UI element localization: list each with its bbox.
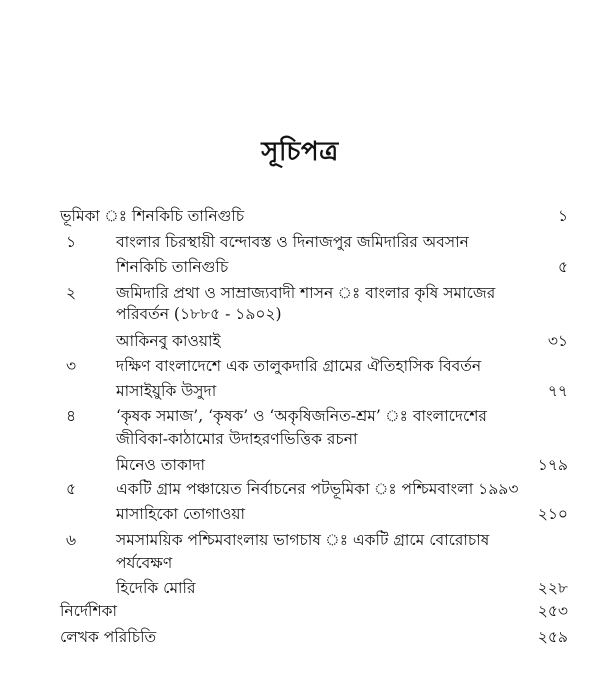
chapter-number: ৬ [66, 531, 77, 549]
about-authors-label: লেখক পরিচিতি [60, 628, 157, 646]
chapter-title-line-2: পর্যবেক্ষণ [116, 554, 173, 572]
chapter-author: মাসাহিকো তোগাওয়া [116, 505, 246, 523]
intro-page-number: ১ [557, 207, 568, 225]
chapter-title-line-2: জীবিকা-কাঠামোর উদাহরণভিত্তিক রচনা [116, 430, 358, 448]
chapter-page-number: ৩১ [547, 332, 568, 350]
index-label: নির্দেশিকা [60, 602, 118, 620]
chapter-page-number: ৭৭ [547, 382, 568, 400]
about-authors-page-number: ২৫৯ [537, 628, 568, 646]
chapter-title-line-1: জমিদারি প্রথা ও সাম্রাজ্যবাদী শাসন ঃ বাংলার কৃষি সমাজের [116, 284, 496, 302]
chapter-author: মিনেও তাকাদা [116, 456, 205, 474]
chapter-page-number: ২১০ [537, 505, 568, 523]
index-page-number: ২৫৩ [537, 602, 568, 620]
chapter-number: ৩ [66, 357, 77, 375]
chapter-author: মাসাইয়ুকি উসুদা [116, 382, 217, 400]
chapter-number: ৪ [66, 407, 77, 425]
chapter-author: হিদেকি মোরি [116, 579, 196, 597]
chapter-page-number: ১৭৯ [537, 456, 568, 474]
chapter-page-number: ৫ [557, 258, 568, 276]
chapter-number: ১ [66, 233, 77, 251]
chapter-title-line-1: সমসাময়িক পশ্চিমবাংলায় ভাগচাষ ঃ একটি গ্রামে বোরোচাষ [116, 531, 490, 549]
chapter-author: আকিনবু কাওয়াই [116, 332, 221, 350]
chapter-number: ৫ [66, 480, 77, 498]
chapter-number: ২ [66, 284, 77, 302]
chapter-title: একটি গ্রাম পঞ্চায়েত নির্বাচনের পটভূমিকা ঃ পশ্চিমবাংলা ১৯৯৩ [116, 480, 519, 498]
chapter-title: বাংলার চিরস্থায়ী বন্দোবস্ত ও দিনাজপুর জমিদারির অবসান [116, 233, 469, 251]
chapter-title-line-1: ‘কৃষক সমাজ’, ‘কৃষক’ ও ‘অকৃষিজনিত-শ্রম’ ঃ বাংলাদেশের [116, 407, 487, 425]
chapter-title-line-2: পরিবর্তন (১৮৮৫ - ১৯০২) [116, 305, 282, 323]
chapter-author: শিনকিচি তানিগুচি [116, 258, 229, 276]
intro-label: ভূমিকা ঃ শিনকিচি তানিগুচি [60, 207, 245, 225]
chapter-title: দক্ষিণ বাংলাদেশে এক তালুকদারি গ্রামের ঐতিহাসিক বিবর্তন [116, 357, 482, 375]
chapter-page-number: ২২৮ [537, 579, 568, 597]
page-title: সূচিপত্র [261, 137, 339, 167]
